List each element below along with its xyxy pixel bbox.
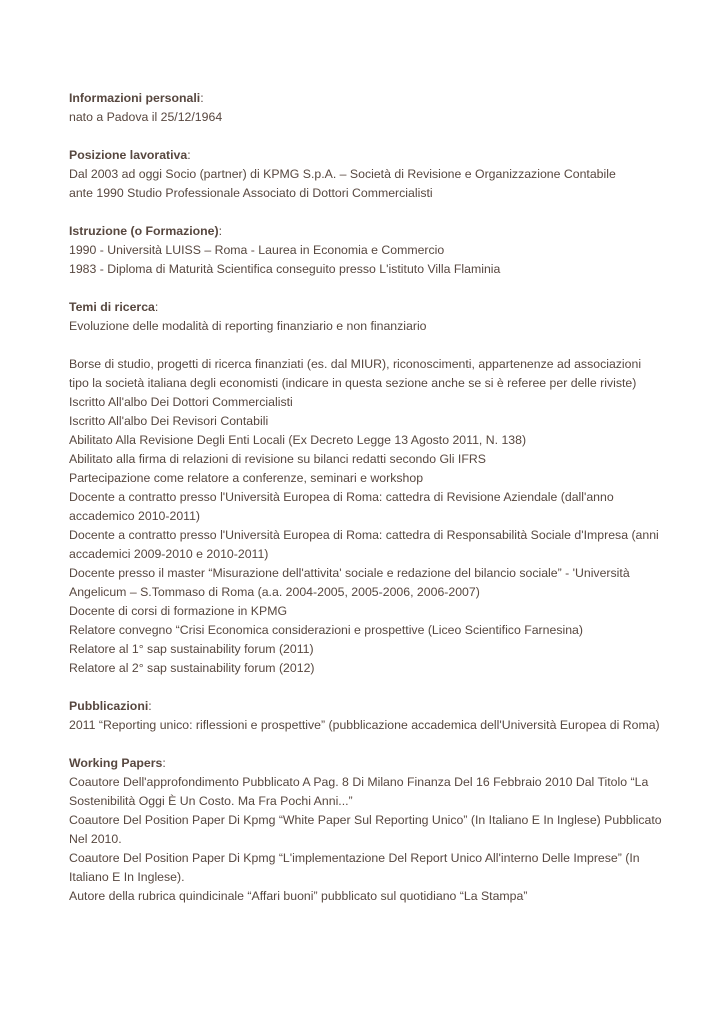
activity-line: Docente presso il master “Misurazione dell'attivita' sociale e redazione del bilancio sociale” - 'Università <box>69 566 630 580</box>
heading-text: Pubblicazioni <box>69 699 149 713</box>
heading-text: Informazioni personali <box>69 91 201 105</box>
activity-line: Relatore convegno “Crisi Economica considerazioni e prospettive (Liceo Scientifico Farnesina) <box>69 623 583 637</box>
activity-line: Docente a contratto presso l'Università Europea di Roma: cattedra di Revisione Aziendale (dall'anno <box>69 490 614 504</box>
working-paper-line: Autore della rubrica quindicinale “Affari buoni” pubblicato sul quotidiano “La Stampa” <box>69 889 528 903</box>
activity-line: Partecipazione come relatore a conferenze, seminari e workshop <box>69 471 424 485</box>
activity-line: tipo la società italiana degli economisti (indicare in questa sezione anche se si è referee per delle riviste) <box>69 376 637 390</box>
activity-line: Docente a contratto presso l'Università Europea di Roma: cattedra di Responsabilità Sociale d'Impresa (anni <box>69 528 659 542</box>
section-position <box>69 146 669 203</box>
cv-document <box>69 89 669 925</box>
section-heading: Working Papers: <box>69 756 166 770</box>
publication-line: 2011 “Reporting unico: riflessioni e prospettive” (pubblicazione accademica dell'Università Europea di Roma) <box>69 718 660 732</box>
activity-line: Iscritto All'albo Dei Revisori Contabili <box>69 414 269 428</box>
working-paper-line: Coautore Del Position Paper Di Kpmg “L'implementazione Del Report Unico All'interno Delle Imprese” (In <box>69 851 640 865</box>
activity-line: Angelicum – S.Tommaso di Roma (a.a. 2004-2005, 2005-2006, 2006-2007) <box>69 585 480 599</box>
position-line: Dal 2003 ad oggi Socio (partner) di KPMG S.p.A. – Società di Revisione e Organizzazione Contabile <box>69 167 616 181</box>
personal-birth-line: nato a Padova il 25/12/1964 <box>69 110 223 124</box>
working-paper-line: Nel 2010. <box>69 832 122 846</box>
activity-line: accademici 2009-2010 e 2010-2011) <box>69 547 269 561</box>
position-line: ante 1990 Studio Professionale Associato di Dottori Commercialisti <box>69 186 433 200</box>
section-education <box>69 222 669 279</box>
activity-line: Iscritto All'albo Dei Dottori Commercialisti <box>69 395 293 409</box>
heading-text: Working Papers <box>69 756 163 770</box>
section-heading: Informazioni personali: <box>69 91 204 105</box>
working-paper-line: Coautore Dell'approfondimento Pubblicato A Pag. 8 Di Milano Finanza Del 16 Febbraio 2010 Dal Titolo “La <box>69 775 649 789</box>
heading-text: Temi di ricerca <box>69 300 155 314</box>
section-working-papers <box>69 754 669 906</box>
heading-text: Istruzione (o Formazione) <box>69 224 219 238</box>
section-heading: Istruzione (o Formazione): <box>69 224 223 238</box>
education-line: 1990 - Università LUISS – Roma - Laurea in Economia e Commercio <box>69 243 445 257</box>
activity-line: Borse di studio, progetti di ricerca finanziati (es. dal MIUR), riconoscimenti, appartenenze ad associazioni <box>69 357 642 371</box>
activity-line: Relatore al 2° sap sustainability forum (2012) <box>69 661 315 675</box>
research-line: Evoluzione delle modalità di reporting finanziario e non finanziario <box>69 319 427 333</box>
section-heading: Posizione lavorativa: <box>69 148 191 162</box>
working-paper-line: Italiano E In Inglese). <box>69 870 185 884</box>
activity-line: Docente di corsi di formazione in KPMG <box>69 604 288 618</box>
section-activities <box>69 355 669 678</box>
working-paper-line: Coautore Del Position Paper Di Kpmg “White Paper Sul Reporting Unico” (In Italiano E In Inglese) Pubblicato <box>69 813 662 827</box>
section-personal-info <box>69 89 669 127</box>
activity-line: accademico 2010-2011) <box>69 509 201 523</box>
activity-line: Relatore al 1° sap sustainability forum (2011) <box>69 642 314 656</box>
section-heading: Pubblicazioni: <box>69 699 152 713</box>
section-publications <box>69 697 669 735</box>
section-heading: Temi di ricerca: <box>69 300 159 314</box>
activity-line: Abilitato Alla Revisione Degli Enti Locali (Ex Decreto Legge 13 Agosto 2011, N. 138) <box>69 433 527 447</box>
education-line: 1983 - Diploma di Maturità Scientifica conseguito presso L'istituto Villa Flaminia <box>69 262 501 276</box>
heading-text: Posizione lavorativa <box>69 148 188 162</box>
activity-line: Abilitato alla firma di relazioni di revisione su bilanci redatti secondo Gli IFRS <box>69 452 486 466</box>
working-paper-line: Sostenibilità Oggi È Un Costo. Ma Fra Pochi Anni...” <box>69 794 353 808</box>
section-research <box>69 298 669 336</box>
